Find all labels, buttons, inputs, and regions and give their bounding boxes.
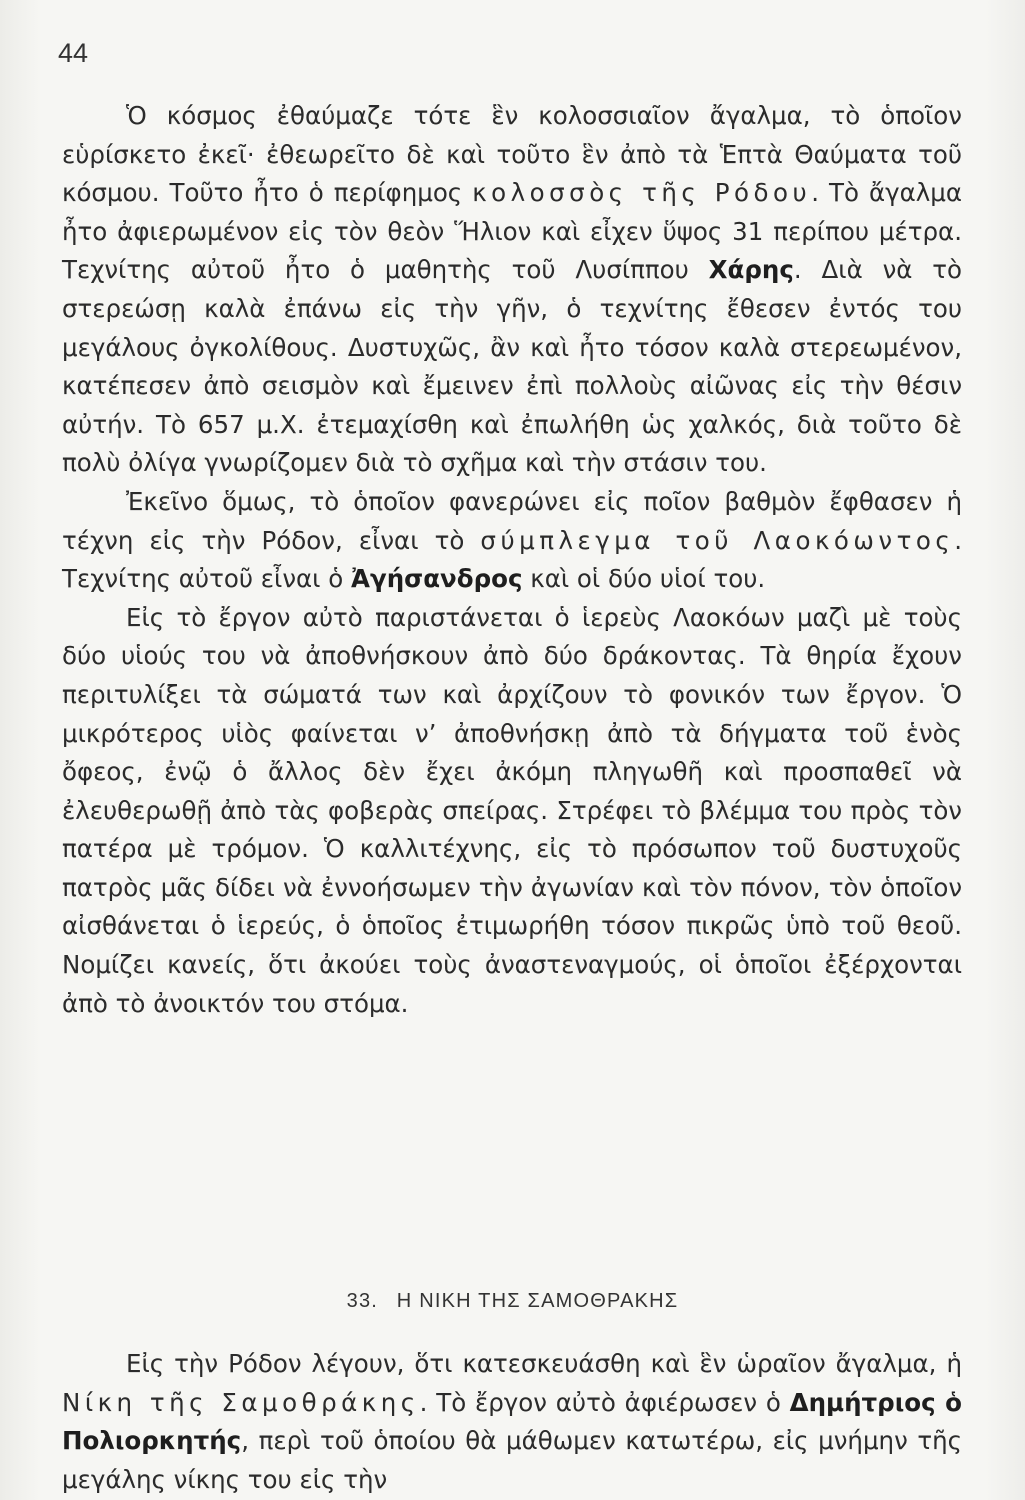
paragraph-colossus	[62, 97, 962, 483]
page-number: 44	[58, 38, 89, 68]
spaced-text-run: κολοσσὸς τῆς Ρόδου	[472, 178, 812, 208]
section-text	[62, 1345, 962, 1499]
text-run: Εἰς τὸ ἔργον αὐτὸ παριστάνεται ὁ ἱερεὺς Λαοκόων μαζὶ μὲ τοὺς δύο υἱούς του νὰ ἀποθνήσκουν ἀπὸ δύο δράκοντας. Τὰ θηρία ἔχουν περιτυλίξει τὰ σώματά των καὶ ἀρχίζουν τὸ φονικόν των ἔργον. Ὁ μικρότερος υἱὸς φαίνεται ν’ ἀποθνήσκῃ ἀπὸ τὰ δήγματα τοῦ ἑνὸς ὄφεος, ἐνῷ ὁ ἄλλος δὲν ἔχει ἀκόμη πληγωθῆ καὶ προσπαθεῖ νὰ ἐλευθερωθῇ ἀπὸ τὰς φοβερὰς σπείρας. Στρέφει τὸ βλέμμα του πρὸς τὸν πατέρα μὲ τρόμον. Ὁ καλλιτέχνης, εἰς τὸ πρόσωπον τοῦ δυστυχοῦς πατρὸς μᾶς δίδει νὰ ἐννοήσωμεν τὴν ἀγωνίαν καὶ τὸν πόνον, τὸν ὁποῖον αἰσθάνεται ὁ ἱερεύς, ὁ ὁποῖος ἐτιμωρήθη τόσον πικρῶς ὑπὸ τοῦ θεοῦ. Νομίζει κανείς, ὅτι ἀκούει τοὺς ἀναστεναγμούς, οἱ ὁποῖοι ἐξέρχονται ἀπὸ τὸ ἀνοικτόν του στόμα.	[62, 602, 962, 1018]
text-run: καὶ οἱ δύο υἱοί του.	[522, 564, 766, 594]
bold-text-run: Δημήτριος ὁ Πολιορκητής	[62, 1387, 962, 1456]
text-run: Ὁ κόσμος ἐθαύμαζε τότε ἓν κολοσσιαῖον ἄγαλμα, τὸ ὁποῖον εὑρίσκετο ἐκεῖ· ἐθεωρεῖτο δὲ καὶ τοῦτο ἓν ἀπὸ τὰ Ἑπτὰ Θαύματα τοῦ κόσμου. Τοῦτο ἦτο ὁ περίφημος	[62, 101, 962, 208]
main-text	[62, 97, 962, 1023]
section-number: 33.	[346, 1290, 379, 1312]
paragraph-laocoon-description	[62, 599, 962, 1024]
bold-text-run: Ἀγήσανδρος	[351, 564, 523, 594]
spaced-text-run: σύμπλεγμα τοῦ Λαοκόωντος	[480, 525, 955, 555]
section-heading	[0, 1290, 1025, 1313]
paragraph-nike	[62, 1345, 962, 1499]
bold-text-run: Χάρης	[708, 255, 794, 285]
text-run: . Τὸ ἄγαλμα ἦτο ἀφιερωμένον εἰς τὸν θεὸν Ἥλιον καὶ εἶχεν ὕψος 31 περίπου μέτρα. Τεχνίτης αὐτοῦ ἦτο ὁ μαθητὴς τοῦ Λυσίππου	[62, 178, 963, 285]
text-run: Εἰς τὴν Ρόδον λέγουν, ὅτι κατεσκευάσθη καὶ ἓν ὡραῖον ἄγαλμα, ἡ	[126, 1349, 962, 1378]
text-run: . Τεχνίτης αὐτοῦ εἶναι ὁ	[62, 525, 962, 594]
text-run: Ἐκεῖνο ὅμως, τὸ ὁποῖον φανερώνει εἰς ποῖον βαθμὸν ἔφθασεν ἡ τέχνη εἰς τὴν Ρόδον, εἶναι τὸ	[62, 486, 962, 555]
section-title: Η ΝΙΚΗ ΤΗΣ ΣΑΜΟΘΡΑΚΗΣ	[396, 1290, 679, 1312]
text-run: , περὶ τοῦ ὁποίου θὰ μάθωμεν κατωτέρω, εἰς μνήμην τῆς μεγάλης νίκης του εἰς τὴν	[62, 1426, 962, 1494]
paragraph-laocoon-group	[62, 483, 962, 599]
spaced-text-run: Νίκη τῆς Σαμοθράκης	[62, 1387, 420, 1417]
text-run: . Διὰ νὰ τὸ στερεώσῃ καλὰ ἐπάνω εἰς τὴν γῆν, ὁ τεχνίτης ἔθεσεν ἐντός του μεγάλους ὀγκολίθους. Δυστυχῶς, ἂν καὶ ἦτο τόσον καλὰ στερεωμένον, κατέπεσεν ἀπὸ σεισμὸν καὶ ἔμεινεν ἐπὶ πολλοὺς αἰῶνας εἰς τὴν θέσιν αὐτήν. Τὸ 657 μ.Χ. ἐτεμαχίσθη καὶ ἐπωλήθη ὡς χαλκός, διὰ τοῦτο δὲ πολὺ ὀλίγα γνωρίζομεν διὰ τὸ σχῆμα καὶ τὴν στάσιν του.	[62, 255, 962, 478]
text-run: . Τὸ ἔργον αὐτὸ ἀφιέρωσεν ὁ	[419, 1387, 790, 1417]
